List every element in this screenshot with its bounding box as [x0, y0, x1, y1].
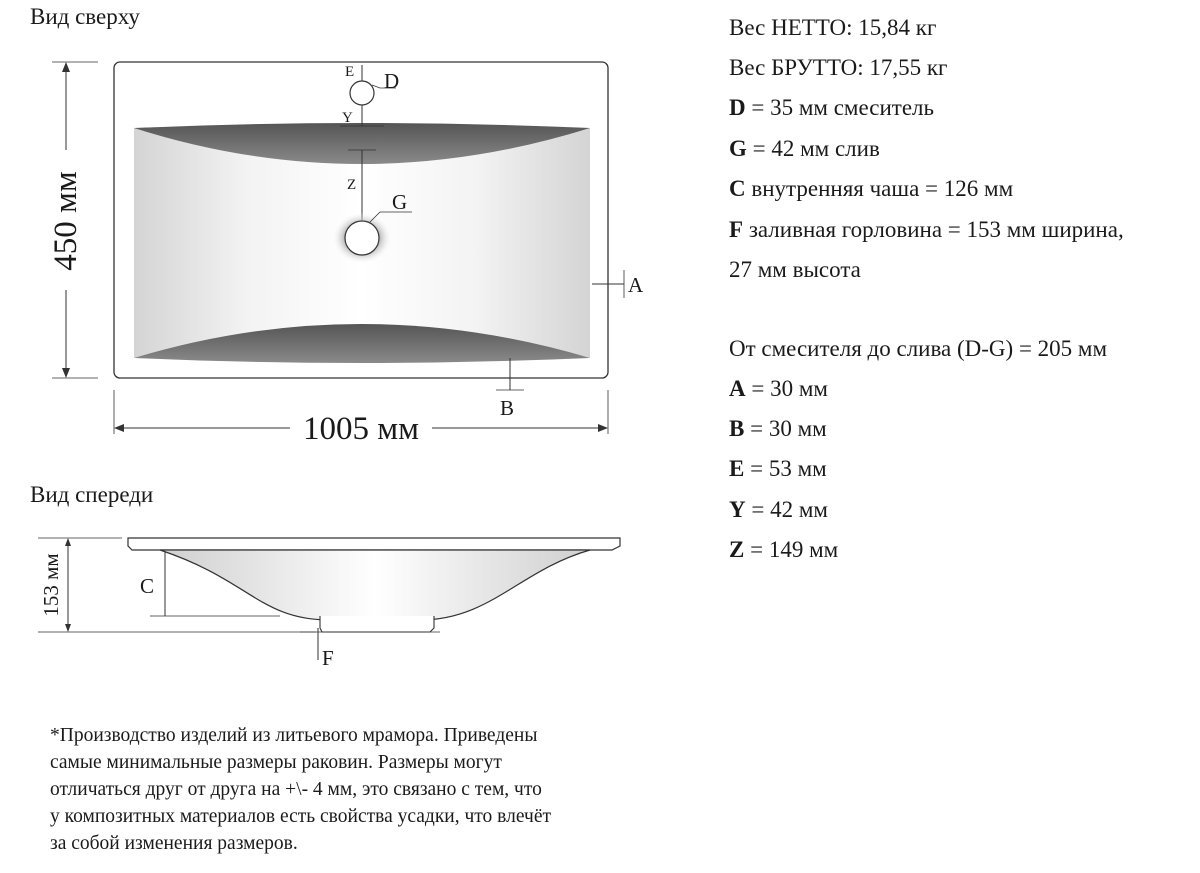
- label-d: D: [384, 69, 400, 93]
- footnote-line: у композитных материалов есть свойства усадки, что влечёт: [50, 806, 552, 827]
- label-b: B: [500, 396, 515, 420]
- top-view-drawing: [0, 0, 700, 460]
- label-c: C: [140, 574, 155, 598]
- spec-c-key: C: [729, 176, 746, 201]
- spec-f-continued: 27 мм высота: [729, 257, 861, 282]
- dim-a-text: = 30 мм: [745, 376, 828, 401]
- label-y: Y: [342, 110, 353, 126]
- mixer-hole: [350, 81, 374, 105]
- drain-hole: [345, 221, 379, 255]
- dim-a-key: A: [729, 376, 746, 401]
- dim-z-key: Z: [729, 537, 745, 562]
- label-f: F: [322, 646, 334, 670]
- label-z: Z: [347, 177, 357, 193]
- front-slab: [128, 538, 620, 550]
- width-arrow-right: [598, 424, 608, 432]
- spec-f-key: F: [729, 217, 744, 242]
- gross-weight: Вес БРУТТО: 17,55 кг: [729, 55, 948, 80]
- height-arrow-top: [62, 62, 70, 72]
- label-e: E: [345, 64, 355, 80]
- spec-d-key: D: [729, 95, 746, 120]
- label-g: G: [392, 190, 408, 214]
- dim-y: [729, 498, 828, 521]
- dim-y-key: Y: [729, 497, 746, 522]
- dim-z-text: = 149 мм: [744, 537, 839, 562]
- dim-y-text: = 42 мм: [745, 497, 828, 522]
- top-view-title: Вид сверху: [30, 4, 140, 29]
- label-a: A: [628, 273, 644, 297]
- front-height-label: 153 мм: [39, 553, 63, 617]
- spec-d-text: = 35 мм смеситель: [745, 95, 934, 120]
- footnote: [50, 722, 551, 857]
- dim-z: [729, 538, 838, 561]
- footnote-line: *Производство изделий из литьевого мрамора. Приведены: [50, 725, 538, 746]
- width-arrow-left: [114, 424, 124, 432]
- net-weight: Вес НЕТТО: 15,84 кг: [729, 15, 937, 40]
- front-arrow-bottom: [65, 624, 71, 632]
- spec-g-key: G: [729, 136, 747, 161]
- footnote-line: самые минимальные размеры раковин. Размеры могут: [50, 752, 502, 773]
- dim-e-text: = 53 мм: [744, 456, 827, 481]
- dim-b-text: = 30 мм: [744, 416, 827, 441]
- dim-e-key: E: [729, 456, 745, 481]
- height-dim-label: 450 мм: [48, 171, 84, 271]
- front-view-drawing: [0, 520, 700, 680]
- front-arrow-top: [65, 538, 71, 546]
- spec-f: [729, 218, 1124, 241]
- spec-g: [729, 137, 880, 160]
- mixer-to-drain: От смесителя до слива (D-G) = 205 мм: [729, 336, 1108, 361]
- dim-e: [729, 457, 827, 480]
- spec-g-text: = 42 мм слив: [746, 136, 880, 161]
- spec-f-text: заливная горловина = 153 мм ширина,: [743, 217, 1124, 242]
- drain-neck: [320, 616, 434, 632]
- spec-c-text: внутренняя чаша = 126 мм: [745, 176, 1014, 201]
- front-view-title: Вид спереди: [30, 482, 154, 507]
- spec-c: [729, 177, 1013, 200]
- width-dim-label: 1005 мм: [302, 411, 420, 447]
- dim-b-key: B: [729, 416, 745, 441]
- footnote-line: отличаться друг от друга на +\- 4 мм, это связано с тем, что: [50, 779, 542, 800]
- dim-a: [729, 377, 828, 400]
- footnote-line: за собой изменения размеров.: [50, 833, 298, 854]
- front-bowl: [160, 550, 590, 620]
- height-arrow-bottom: [62, 368, 70, 378]
- spec-d: [729, 96, 934, 119]
- dim-b: [729, 417, 827, 440]
